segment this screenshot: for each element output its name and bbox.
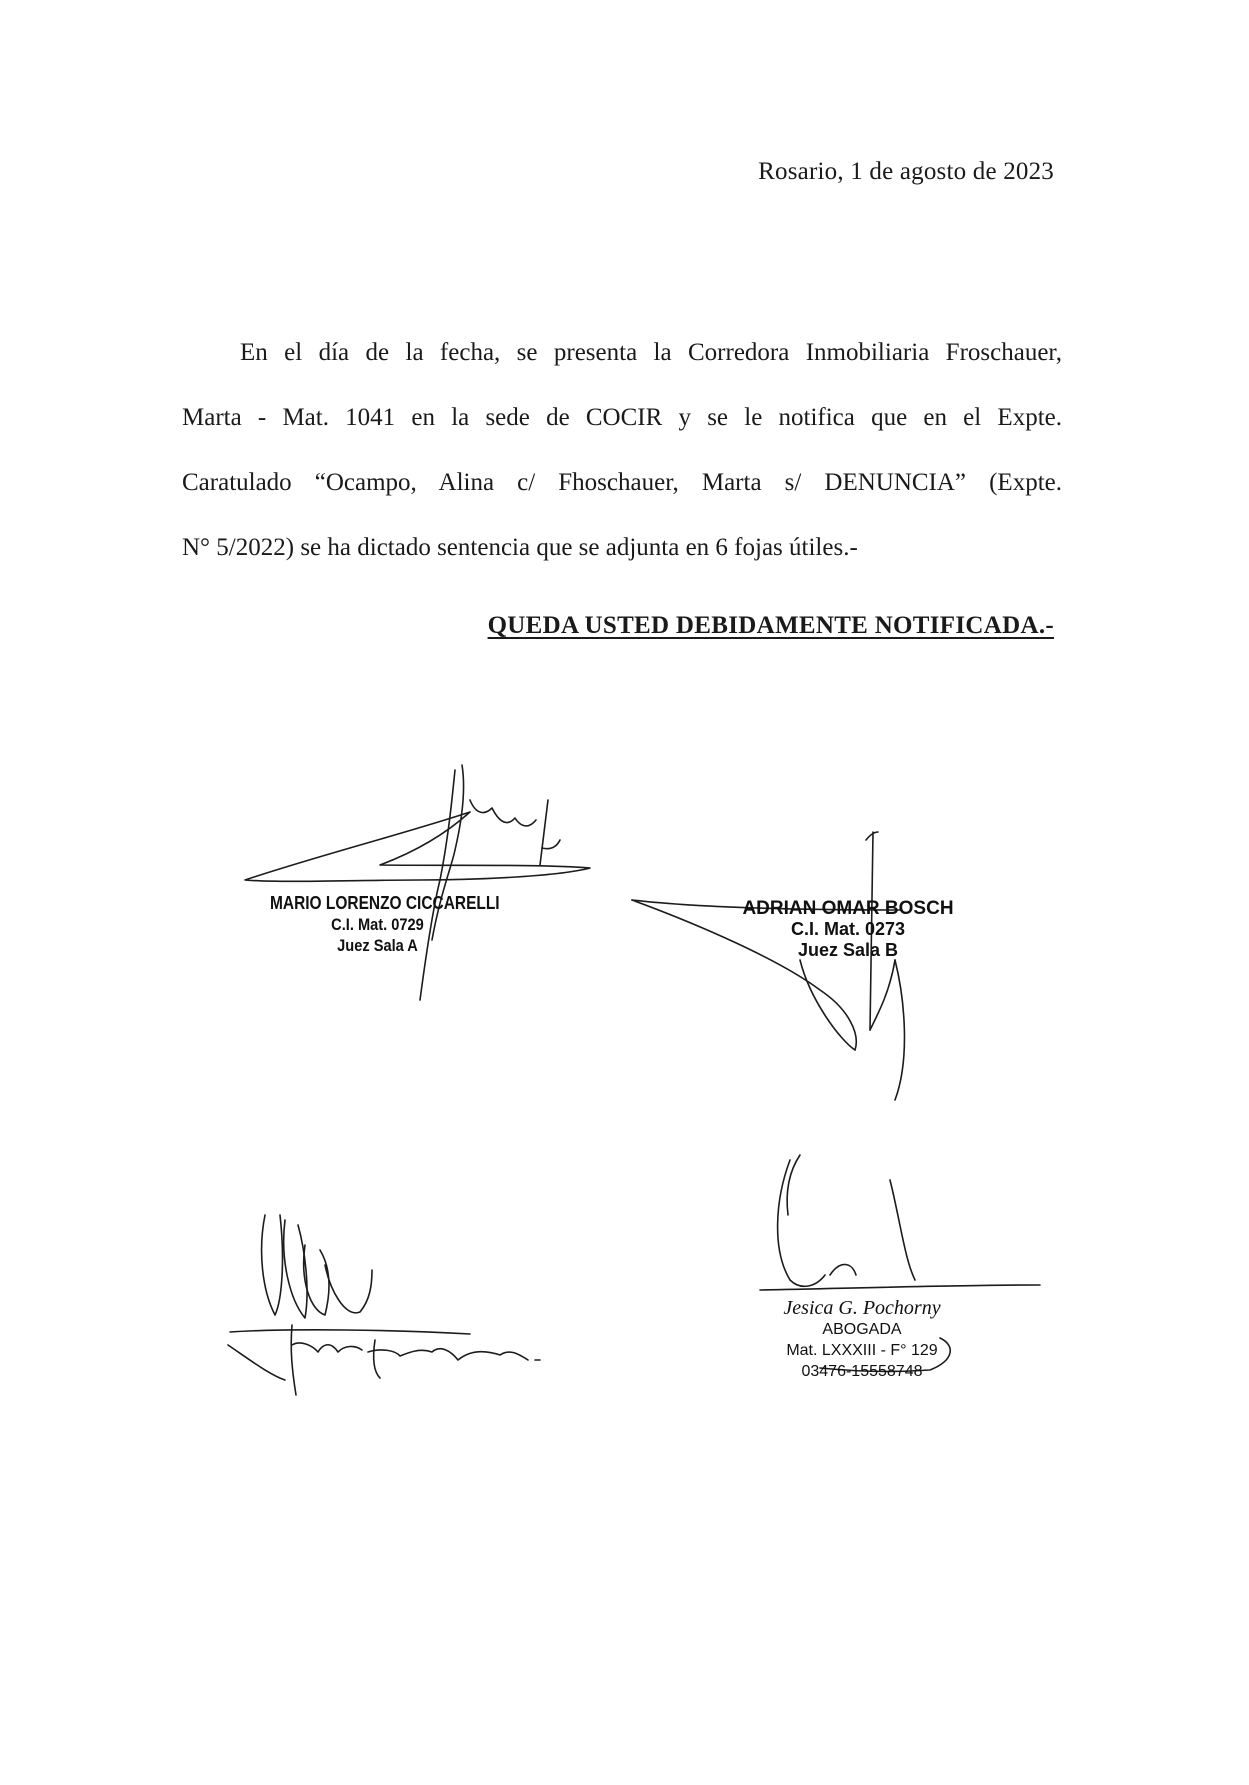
lawyer-registration: Mat. LXXXIII - F° 129 (786, 1342, 938, 1359)
date-line: Rosario, 1 de agosto de 2023 (758, 158, 1054, 185)
body-line-2: Marta - Mat. 1041 en la sede de COCIR y se le notifica que en el Expte. (182, 404, 1062, 431)
stamp-lawyer (762, 1298, 962, 1382)
judge-a-registration: C.I. Mat. 0729 (331, 915, 424, 934)
notice-heading: QUEDA USTED DEBIDAMENTE NOTIFICADA.- (487, 612, 1054, 639)
lawyer-signature-text: Jesica G. Pochorny (783, 1297, 941, 1319)
signature-notified-mark (228, 1215, 540, 1395)
signature-judge-b-mark (632, 832, 904, 1100)
stamp-judge-a (270, 893, 500, 956)
judge-b-role: Juez Sala B (797, 940, 899, 960)
body-line-4: N° 5/2022) se ha dictado sentencia que se adjunta en 6 fojas útiles.- (182, 534, 858, 561)
judge-b-registration: C.I. Mat. 0273 (790, 919, 906, 939)
stamp-judge-b (728, 898, 968, 961)
lawyer-phone: 03476-15558748 (801, 1363, 923, 1380)
body-line-1: En el día de la fecha, se presenta la Corredora Inmobiliaria Froschauer, (240, 339, 1062, 366)
judge-a-role: Juez Sala A (337, 936, 418, 955)
signature-judge-a-mark (245, 765, 590, 1000)
body-line-3: Caratulado “Ocampo, Alina c/ Fhoschauer, Marta s/ DENUNCIA” (Expte. (182, 469, 1062, 496)
judge-a-name: MARIO LORENZO CICCARELLI (270, 893, 500, 913)
lawyer-title: ABOGADA (822, 1321, 902, 1338)
judge-b-name: ADRIAN OMAR BOSCH (742, 898, 954, 919)
